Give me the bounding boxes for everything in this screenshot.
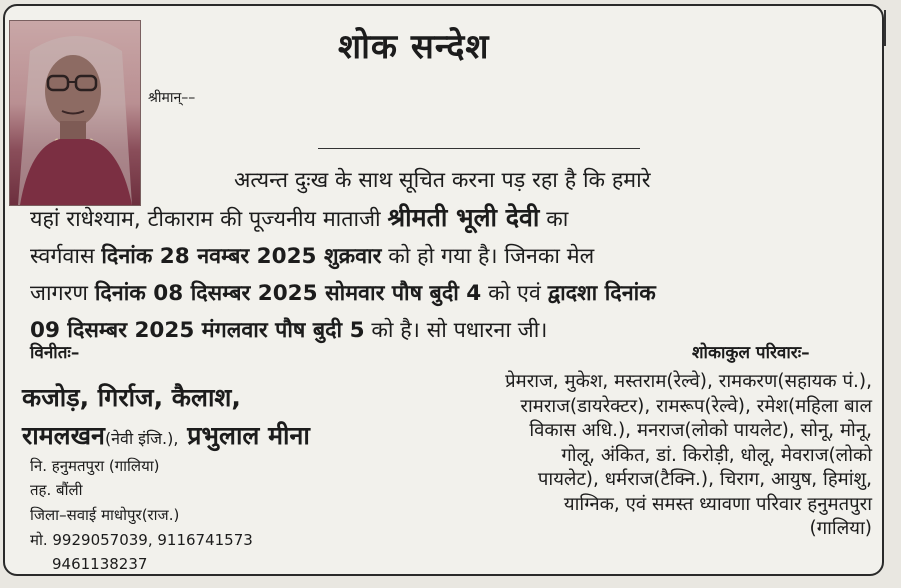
phone-number-2: 9461138237 — [52, 555, 148, 573]
page-title: शोक सन्देश — [338, 27, 490, 67]
family-line: रामराज(डायरेक्टर), रामरूप(रेल्वे), रमेश(महिला बाल — [520, 395, 872, 417]
family-label: शोकाकुल परिवारः– — [692, 343, 810, 363]
family-line: याग्निक, एवं समस्त ध्यावणा परिवार हनुमतपुरा — [563, 493, 872, 515]
family-line: गोलू, अंकित, डां. किरोड़ी, धोलू, मेवराज(लोको — [561, 444, 872, 466]
addressee-blank-line — [318, 148, 640, 149]
address-district: जिला–सवाई माधोपुर(राज.) — [30, 506, 180, 524]
paragraph-line-3-a: स्वर्गवास — [30, 244, 95, 269]
paragraph-line-2-a: यहां राधेश्याम, टीकाराम की पूज्यनीय माताजी — [30, 207, 381, 232]
deceased-name: श्रीमती भूली देवी — [387, 203, 540, 232]
addressee-label: श्रीमान्–– — [148, 90, 196, 106]
vinit-name-ramlakhan: रामलखन — [22, 421, 105, 450]
jagran-date: दिनांक 08 दिसम्बर 2025 सोमवार पौष बुदी 4 — [94, 281, 482, 306]
paragraph-line-2-b: का — [546, 207, 569, 232]
paragraph-line-5-b: को है। सो पधारना जी। — [371, 318, 548, 343]
card-corner-mark — [884, 10, 886, 46]
death-date: दिनांक 28 नवम्बर 2025 शुक्रवार — [101, 244, 382, 269]
vinit-label: विनीतः– — [30, 343, 80, 363]
paragraph-line-3 — [30, 238, 858, 275]
paragraph-line-4-c: को एवं — [488, 281, 541, 306]
family-line: पायलेट), धर्मराज(टैक्नि.), चिराग, आयुष, हिमांशु, — [537, 469, 872, 490]
announcement-paragraph — [30, 162, 858, 349]
paragraph-line-4-a: जागरण — [30, 281, 88, 306]
paragraph-line-3-b: को हो गया है। जिनका मेल — [388, 244, 595, 269]
dwadasha-label: द्वादशा दिनांक — [547, 281, 656, 306]
family-line: प्रेमराज, मुकेश, मस्तराम(रेल्वे), रामकरण(सहायक पं.), — [505, 371, 872, 392]
address-village: नि. हनुमतपुरा (गालिया) — [30, 457, 160, 475]
paragraph-line-2 — [30, 199, 858, 238]
address-tehsil: तह. बौंली — [30, 481, 83, 499]
vinit-name-prabhulal: प्रभुलाल मीना — [187, 421, 310, 450]
family-line: विकास अधि.), मनराज(लोको पायलेट), सोनू, मोनू, — [529, 420, 872, 441]
paragraph-line-1: अत्यन्त दुःख के साथ सूचित करना पड़ रहा है कि हमारे — [234, 168, 651, 193]
family-line: (गालिया) — [809, 518, 872, 539]
vinit-names-line-1: कजोड़, गिर्राज, कैलाश, — [22, 383, 241, 412]
vinit-name-note: (नेवी इंजि.), — [104, 429, 179, 448]
vinit-names-line-2 — [22, 418, 310, 452]
phone-numbers: मो. 9929057039, 9116741573 — [30, 531, 253, 549]
paragraph-line-4 — [30, 275, 858, 312]
dwadasha-date: 09 दिसम्बर 2025 मंगलवार पौष बुदी 5 — [30, 318, 365, 343]
family-members — [380, 370, 872, 542]
